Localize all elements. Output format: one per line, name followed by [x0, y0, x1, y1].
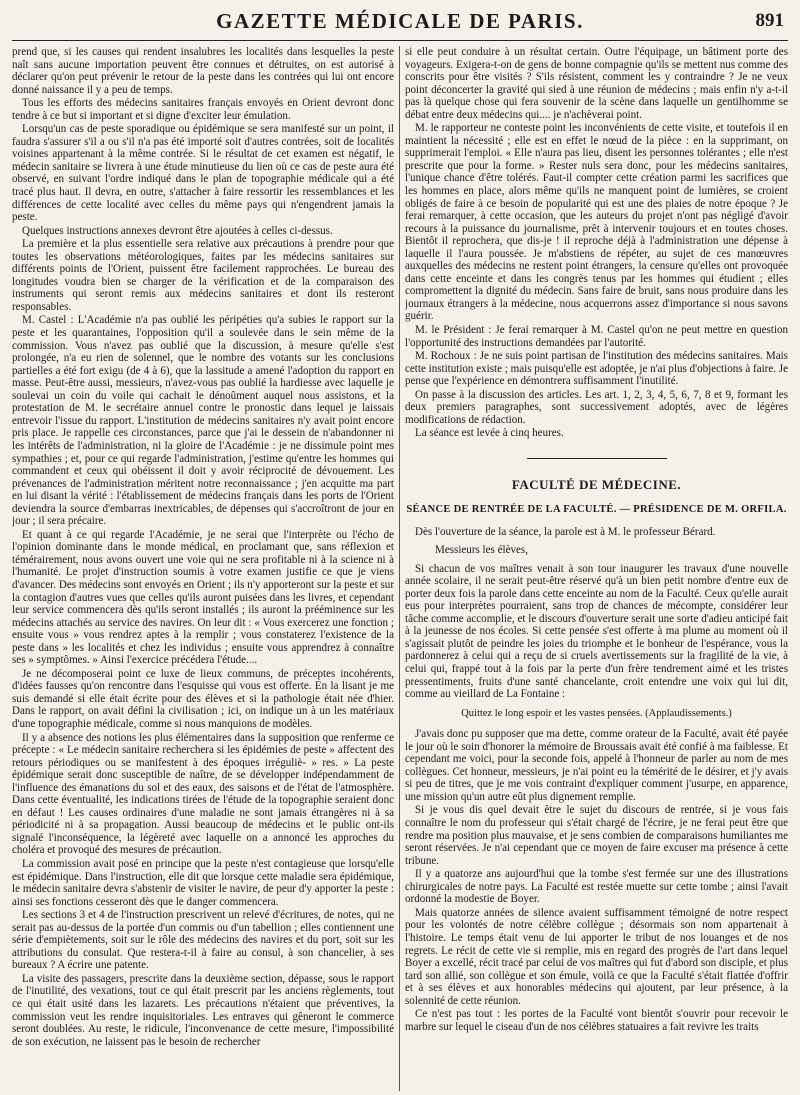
paragraph: Mais quatorze années de silence avaient suffisamment témoigné de notre respect pour les volontés de notre célèbre collègue ; désormais son nom appartenait à l'histoire. Le temps était venu de lui apporter le tribut de nos louanges et de nos regrets. Le récit de cette vie si remplie, mis en regard des progrès de l'art dans lequel Boyer a excellé, récit tracé par celui de vos maîtres qui fut d'abord son disciple, et plus tard son allié, son collègue et son émule, voilà ce que la Faculté s'était flattée d'offrir et à ses élèves et aux honorables médecins qui ajoutent, par leur présence, à la solennité de cette réunion. [405, 906, 788, 1007]
paragraph: M. le rapporteur ne conteste point les inconvénients de cette visite, et toutefois il en maintient la nécessité ; elle est en effet le nœud de la pièce : en la supprimant, on supprimerait l'emploi. « Elle n'aura pas lieu, disent les personnes tolérantes ; elle n'est prescrite que pour la forme. » Rester nuls sera donc, pour les médecins sanitaires, l'unique chance d'être tolérés. Faut-il compter cette création parmi les sacrifices que les hommes en place, alors même qu'ils ne manquent point de lumières, se croient obligés de faire à ce besoin de popularité qui est une des plaies de notre époque ? Je ferai remarquer, à cette occasion, que les auteurs du projet n'ont pas négligé d'avoir recours à la puissance du journalisme, prêt à intervenir toujours et en toutes choses. Bientôt il reprochera, que dis-je ! il reproche déjà à l'administration une dépense à laquelle il l'aura poussée. Je m'abstiens de répéter, au sujet de ces manœuvres auxquelles des médecins ne restent point étrangers, la censure qu'elles ont provoquée dans cette enceinte et dans les congrès tenus par les hommes qui étudient ; elles compromettent la dignité du médecin. Sans faire de bruit, sans nous produire dans les journaux étrangers à la médecine, nous acquerrons assez d'importance si nous savons guérir. [405, 122, 788, 323]
verse-quote: Quittez le long espoir et les vastes pensées. (Applaudissements.) [461, 707, 732, 719]
page-header [12, 0, 788, 41]
paragraph: prend que, si les causes qui rendent insalubres les localités dans lesquelles la peste naît sans aucune importation peuvent être connues et détruites, on est autorisé à déclarer qu'on peut prévenir le retour de la peste dans les contrées qui lui ont encore donné naissance il y a peu de temps. [12, 46, 394, 96]
paragraph: La commission avait posé en principe que la peste n'est contagieuse que lorsqu'elle est épidémique. Dans l'instruction, elle dit que lorsque cette maladie sera épidémique, le médecin sanitaire devra s'abstenir de visiter le navire, de peur d'y apporter la peste : ainsi ses fonctions cesseront dès que le danger commencera. [12, 858, 394, 908]
paragraph: Quelques instructions annexes devront être ajoutées à celles ci-dessus. [22, 224, 333, 237]
paragraph: Il y a absence des notions les plus élémentaires dans la supposition que renferme ce précepte : « Le médecin sanitaire recherchera si les épidémies de peste » affectent des retours périodiques ou se manifestent à des époques irréguliè- » res. » La peste épidémique serait donc susceptible de naître, de se développer indépendamment de l'influence des émanations du sol et des eaux, des saisons et de l'état de l'atmosphère. Dans cette éventualité, les indications tirées de l'étude de la topographie seraient donc en défaut ! Les causes ordinaires d'une maladie ne sont jamais étrangères ni à sa périodicité ni à sa propagation. Aussi beaucoup de médecins et le public ont-ils signalé l'inconséquence, la légèreté avec laquelle on a annoncé les approches du choléra et provoqué des mesures de précaution. [12, 731, 394, 857]
paragraph: Lorsqu'un cas de peste sporadique ou épidémique se sera manifesté sur un point, il faudra s'assurer s'il a ou s'il n'a pas été importé soit d'autres contrées, soit de localités voisines appartenant à la même contrée. Si le résultat de cet examen est négatif, le médecin sanitaire se livrera à une étude minutieuse du lien où ce cas de peste aura été observé, en suivant l'ordre indiqué dans le plan de topographie médicale qui a été tracé plus haut. Il devra, en outre, s'attacher à faire ressortir les ressemblances et les différences de cette localité avec celles du même pays qui n'engendrent jamais la peste. [12, 123, 394, 224]
paragraph: M. Rochoux : Je ne suis point partisan de l'institution des médecins sanitaires. Mais cette institution existe ; mais puisqu'elle est adoptée, je n'ai plus d'objections à faire. Je pense que l'expérience en démontrera suffisamment l'inutilité. [405, 350, 788, 388]
paragraph: Il y a quatorze ans aujourd'hui que la tombe s'est fermée sur une des illustrations chirurgicales de notre pays. La Faculté est restée muette sur cette tombe ; ainsi l'avait ordonné la modestie de Boyer. [405, 868, 788, 906]
section-subtitle: SÉANCE DE RENTRÉE DE LA FACULTÉ. — PRÉSIDENCE DE M. ORFILA. [406, 504, 787, 515]
salutation: Messieurs les élèves, [435, 544, 528, 557]
paragraph: M. le Président : Je ferai remarquer à M. Castel qu'on ne peut mettre en question l'opportunité des instructions demandées par l'autorité. [405, 324, 788, 349]
paragraph: Ce n'est pas tout : les portes de la Faculté vont bientôt s'ouvrir pour recevoir le marbre sur lequel le ciseau d'un de nos célèbres statuaires a fait revivre les traits [405, 1008, 788, 1033]
paragraph: Je ne décomposerai point ce luxe de lieux communs, de préceptes incohérents, d'idées fausses qu'on rencontre dans l'esquisse qui vous est offerte. En la lisant je me suis demandé si elle était écrite pour des élèves et si la pathologie était née d'hier. Dans le rapport, on avait défini la civilisation ; ici, on indique un à un les matériaux d'une topographie médicale, comme si nous manquions de modèles. [12, 667, 394, 730]
opening-line: Dès l'ouverture de la séance, la parole est à M. le professeur Bérard. [415, 525, 716, 538]
paragraph: Les sections 3 et 4 de l'instruction prescrivent un relevé d'écritures, de notes, qui ne serait pas au-dessus de la portée d'un commis ou d'un tabellion ; elles contiennent une série d'empiètements, soit sur le rôle des médecins des navires et du port, soit sur les attributions du consulat. Que restera-t-il à faire au consul, à son chancelier, à ses bureaux ? A écrire une patente. [12, 909, 394, 972]
columns [12, 46, 790, 1091]
paragraph: si elle peut conduire à un résultat certain. Outre l'équipage, un bâtiment porte des voyageurs. Exigera-t-on de gens de bonne compagnie qu'ils se mettent nus comme des conscrits pour être visités ? S'ils résistent, comment les y contraindre ? Je ne veux point déconcerter la gravité qui sied à une réunion de médecins ; mais enfin n'y a-t-il pas là quelque chose qui fera souvenir de la scène dans laquelle un gentilhomme se débat entre deux médecins qui.... je n'achèverai point. [405, 46, 788, 121]
paragraph: Si chacun de vos maîtres venait à son tour inaugurer les travaux d'une nouvelle année scolaire, il ne serait peut-être réservé qu'à un bien petit nombre d'entre eux de porter deux fois la parole dans cette enceinte au nom de la Faculté. Ceux qu'elle aurait eus pour interprètes pourraient, sans trop de chances de mécompte, considérer leur tâche comme accomplie, et le discours d'ouverture serait une sorte d'adieu anticipé fait à la jeunesse de nos écoles. Si cette pensée s'est offerte à ma plume au moment où il s'agissait plutôt de peindre les joies du triomphe et le bonheur de l'espérance, vous la pardonnerez à celui qui a reçu de si cruels avertissements sur la fragilité de la vie, à celui qui, frappé tout à la fois par la perte d'un frère tendrement aimé et les tristes pressentiments, fruits d'une santé chancelante, croit entendre une voix qui lui dit, comme au vieillard de La Fontaine : [405, 562, 788, 701]
paragraph: On passe à la discussion des articles. Les art. 1, 2, 3, 4, 5, 6, 7, 8 et 9, formant les deux premiers paragraphes, sont successivement adoptés, avec de légères modifications de rédaction. [405, 388, 788, 426]
paragraph: M. Castel : L'Académie n'a pas oublié les péripéties qu'a subies le rapport sur la peste et les quarantaines, l'opposition qu'il a soulevée dans le sein même de la commission. Vous n'avez pas oublié que la discussion, à mesure qu'elle s'est prolongée, n'a eu rien de solennel, que le nombre des votants sur les conclusions partielles a été fort exigu (de 4 à 6), que la lassitude a amené l'adoption du rapport en masse. Peut-être aussi, messieurs, n'avez-vous pas oublié la hardiesse avec laquelle je soulevai un coin du voile qui cachait le dénoûment auquel nous assistons, et la protestation de M. le secrétaire annuel contre le pronostic dans lequel je laissais entrevoir l'issue du rapport. L'institution de médecins sanitaires n'y avait point encore pris place. Je rappelle ces circonstances, parce que j'ai le dessein de n'abandonner ni les intérêts de l'administration, ni la gloire de l'Académie : je ne dissimule point mes sympathies ; et, pour ce qui regarde l'administration, j'estime qu'entre les hommes qui commandent et ceux qui obéissent il doit y avoir réciprocité de dévouement. Les prévenances de l'administration méritent notre reconnaissance ; j'en acquitte ma part en lui disant la vérité : l'établissement de médecins français dans les ports de l'Orient deviendra la source d'embarras inextricables, de dépenses qui s'accroîtront de jour en jour ; il sera précaire. [12, 314, 394, 528]
paragraph: La visite des passagers, prescrite dans la deuxième section, dépasse, sous le rapport de l'inutilité, des vexations, tout ce qui était prescrit par les anciens règlements, tout ce qui était usité dans les lazarets. Les précautions n'étaient que préventives, la commission veut les rendre inquisitoriales. Les entraves qui gêneront le commerce seront doublées. Au reste, le ridicule, l'inconvenance de cette mesure, l'impossibilité de son exécution, ne laissent pas le besoin de rechercher [12, 972, 394, 1048]
paragraph: Si je vous dis quel devait être le sujet du discours de rentrée, si je vous fais connaître le nom du professeur qui s'était chargé de l'écrire, je ne ferai peut être que rendre ma position plus mauvaise, et je sens combien de comparaisons humiliantes me seront réservées. Je n'ai cependant que ce moyen de faire excuser ma présence à cette tribune. [405, 804, 788, 867]
paragraph: Tous les efforts des médecins sanitaires français envoyés en Orient devront donc tendre à ce but si important et si digne d'exciter leur émulation. [12, 97, 394, 122]
page-number: 891 [755, 10, 784, 31]
paragraph: La séance est levée à cinq heures. [415, 427, 564, 440]
left-column [12, 46, 394, 1091]
paragraph: J'avais donc pu supposer que ma dette, comme orateur de la Faculté, avait été payée le jour où le soin d'honorer la mémoire de Broussais avait été confié à ma faiblesse. Et cependant me voici, pour la seconde fois, appelé à l'honneur de parler au nom de mes collègues. Cet honneur, messieurs, je n'ai point eu la témérité de le désirer, et j'y avais si peu de titres, que je me vois contraint d'expliquer comment j'usurpe, en apparence, une mission qu'un autre eût plus dignement remplie. [405, 728, 788, 803]
right-column [405, 46, 788, 1091]
paragraph: Et quant à ce qui regarde l'Académie, je ne serai que l'interprète ou l'écho de l'opinion dominante dans le monde médical, en proclamant que, sans réflexion et témérairement, nous avons ouvert une voie qui ne sera profitable ni à la science ni à l'humanité. Le projet d'instruction soumis à votre examen justifie ce que je viens d'avancer. Des médecins sont envoyés en Orient ; ils n'y apporteront sur la peste et sur la contagion d'autres vues que celles qu'ils auront puisées dans les livres, et cependant leur service commencera dès qu'ils seront installés ; ils auront la prééminence sur les médecins attachés au service des navires. On leur dit : « Vous exercerez une fonction ; ensuite vous » vous rendrez aptes à la remplir ; vous constaterez l'existence de la peste dans » les localités et chez les individus ; ensuite vous apprendrez à connaître ses » symptômes. » Ainsi l'exercice précédera l'étude.... [12, 528, 394, 667]
page-title: GAZETTE MÉDICALE DE PARIS. [216, 9, 584, 33]
section-title: FACULTÉ DE MÉDECINE. [511, 477, 682, 493]
section-rule [527, 458, 667, 460]
paragraph: La première et la plus essentielle sera relative aux précautions à prendre pour que toutes les observations météorologiques, faites par les médecins sanitaires sur différents points de l'Orient, puissent être facilement rapprochées. Le bureau des longitudes voudra bien se charger de la vérification et de la comparaison des instruments qui seront remis aux médecins sanitaires et dont ils resteront responsables. [12, 238, 394, 313]
